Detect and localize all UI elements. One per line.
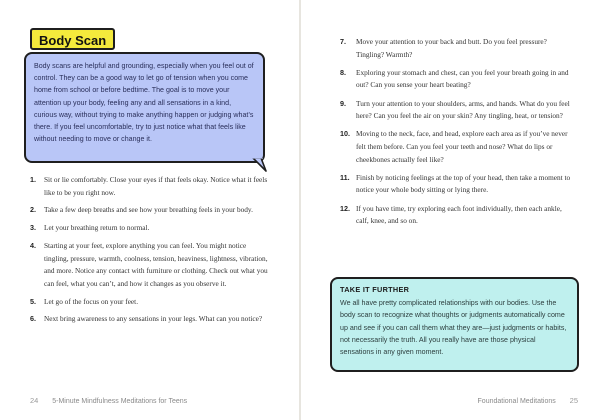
- step-item: [30, 222, 268, 235]
- step-number: 7.: [340, 37, 346, 46]
- step-number: 9.: [340, 98, 346, 108]
- take-it-further-box: [330, 277, 579, 372]
- step-text: Sit or lie comfortably. Close your eyes if that feels okay. Notice what it feels like to be you right now.: [44, 175, 268, 197]
- book-title: 5-Minute Mindfulness Meditations for Teens: [52, 398, 188, 405]
- steps-list-left: [30, 174, 268, 331]
- step-text: Finish by noticing feelings at the top of your head, then take a moment to notice your whole body sitting or lying there.: [356, 172, 571, 195]
- step-number: 6.: [30, 314, 36, 324]
- steps-list-right: [340, 36, 572, 233]
- step-number: 12.: [340, 203, 350, 213]
- left-page-number: 24: [30, 396, 39, 405]
- step-item: [30, 313, 268, 326]
- step-text: Move your attention to your back and butt. Do you feel pressure? Tingling? Warmth?: [356, 37, 547, 59]
- step-item: [340, 98, 572, 123]
- take-it-further-heading: TAKE IT FURTHER: [340, 285, 410, 294]
- step-text: Let your breathing return to normal.: [44, 223, 150, 233]
- step-number: 8.: [340, 67, 346, 77]
- step-item: [30, 240, 268, 290]
- left-footer: [30, 396, 187, 405]
- step-text: Exploring your stomach and chest, can you feel your breath going in and out? Can you sense your heart beating?: [356, 67, 569, 90]
- step-item: [30, 204, 268, 217]
- step-number: 1.: [30, 175, 36, 184]
- step-item: [340, 36, 572, 61]
- page-title: Body Scan: [30, 28, 115, 50]
- step-text: If you have time, try exploring each foot individually, then each ankle, calf, knee, and so on.: [356, 203, 562, 226]
- step-number: 2.: [30, 205, 36, 215]
- step-text: Turn your attention to your shoulders, arms, and hands. What do you feel here? Can you feel the air on your skin? Any tingling, heat, or tension?: [356, 98, 570, 121]
- step-text: Starting at your feet, explore anything you can feel. You might notice tingling, pressure, warmth, coolness, tension, heaviness, lightness, vibration, and more. Notice any contact with furniture or clothing. Check out what you can feel, what you can’t, and how it changes as you observe it.: [44, 240, 268, 288]
- step-number: 3.: [30, 223, 36, 233]
- step-number: 5.: [30, 296, 36, 306]
- step-text: Next bring awareness to any sensations in your legs. What can you notice?: [44, 314, 263, 324]
- step-number: 4.: [30, 240, 36, 250]
- section-title: Foundational Meditations: [477, 398, 556, 405]
- step-item: [30, 174, 268, 199]
- step-item: [340, 172, 572, 197]
- intro-text: Body scans are helpful and grounding, especially when you feel out of control. They can be a good way to let go of tension when you come home from school or before bedtime. The goal is to move your attention up your body, feeling any and all sensations in a kind, curious way, without trying to make anything happen or judging what’s there. If you feel uncomfortable, try to just notice what that feels like without needing to move or change it.: [34, 62, 254, 144]
- step-item: [340, 67, 572, 92]
- take-it-further-body: We all have pretty complicated relationships with our bodies. Use the body scan to recognize what thoughts or judgments automatically come up and see if you can call them what they are—just judgments or habits, not necessarily the truth. All you really have are those physical sensations in any given moment.: [340, 299, 567, 357]
- step-text: Take a few deep breaths and see how your breathing feels in your body.: [44, 205, 253, 215]
- intro-speech-bubble: [24, 52, 265, 163]
- step-item: [340, 128, 572, 166]
- book-gutter: [299, 0, 301, 420]
- right-footer: [478, 396, 578, 405]
- speech-bubble-tail: [252, 158, 268, 172]
- step-text: Moving to the neck, face, and head, explore each area as if you’ve never felt them before. Can you feel your teeth and nose? What do lips or cheekbones actually feel like?: [356, 129, 568, 164]
- step-item: [340, 203, 572, 228]
- step-number: 10.: [340, 129, 350, 139]
- step-number: 11.: [340, 172, 350, 182]
- step-item: [30, 296, 268, 309]
- right-page-number: 25: [569, 396, 578, 405]
- step-text: Let go of the focus on your feet.: [44, 296, 139, 306]
